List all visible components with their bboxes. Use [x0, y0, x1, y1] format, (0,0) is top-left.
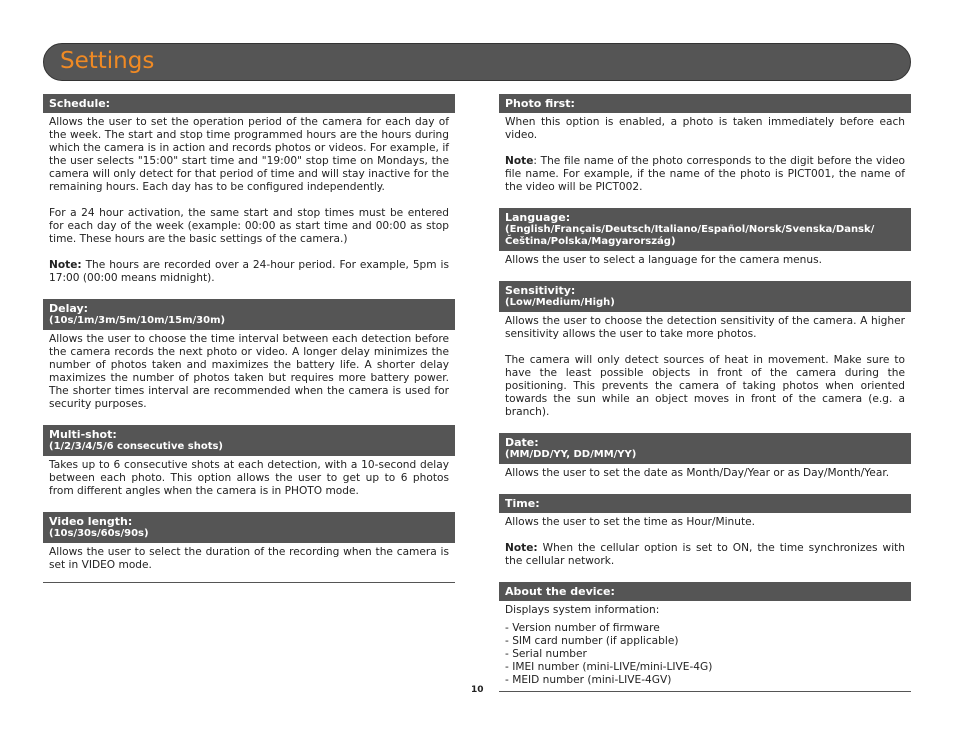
paragraph: Allows the user to set the time as Hour/Minute. [505, 516, 756, 528]
column-divider [499, 691, 911, 692]
section-title: Sensitivity: [505, 284, 576, 297]
section-header-date [499, 433, 911, 464]
section-header-language [499, 208, 911, 251]
paragraph: Allows the user to choose the time interval between each detection before the camera records the next photo or video. A longer delay minimizes the number of photos taken and maximizes the battery life. A shorter delay maximizes the number of photos taken but requires more battery power. The shorter times interval are recommended when the camera is used for security purposes. [49, 333, 449, 410]
section-date [499, 433, 911, 480]
section-body-language [499, 251, 911, 267]
paragraph: Displays system information: [505, 604, 660, 616]
page-title: Settings [60, 48, 155, 74]
section-about [499, 582, 911, 687]
section-schedule [43, 94, 455, 285]
section-title: Schedule: [49, 97, 111, 110]
section-body-multishot [43, 456, 455, 498]
note [505, 542, 905, 568]
note [505, 155, 905, 194]
paragraph: Allows the user to set the date as Month/Day/Year or as Day/Month/Year. [505, 467, 890, 479]
section-body-time [499, 513, 911, 568]
section-multishot [43, 425, 455, 498]
section-options: (MM/DD/YY, DD/MM/YY) [505, 449, 637, 460]
column-divider [43, 582, 455, 583]
section-video-length [43, 512, 455, 572]
section-header-time [499, 494, 911, 513]
section-options: (Low/Medium/High) [505, 297, 615, 308]
paragraph: When this option is enabled, a photo is taken immediately before each video. [505, 116, 905, 141]
list-item: - Serial number [505, 648, 587, 660]
section-title: Language: [505, 211, 571, 224]
paragraph: Allows the user to set the operation period of the camera for each day of the week. The start and stop time programmed hours are the hours during which the camera is in action and records photos or videos. For example, if the user selects "15:00" start time and "19:00" stop time on Mondays, the camera will only detect for that period of time and will stay inactive for the remaining hours. Each day has to be configured independently. [49, 116, 449, 193]
paragraph: The camera will only detect sources of heat in movement. Make sure to have the least possible objects in front of the camera during the positioning. This prevents the camera of taking photos when oriented towards the sun while an object moves in front of the camera (e.g. a branch). [505, 354, 905, 418]
note-label: Note: [49, 259, 82, 271]
list-item: - MEID number (mini-LIVE-4GV) [505, 674, 672, 686]
section-title: Time: [505, 497, 540, 510]
section-photo-first [499, 94, 911, 194]
note-label: Note [505, 155, 534, 167]
section-body-photo-first [499, 113, 911, 194]
section-sensitivity [499, 281, 911, 419]
section-body-video-length [43, 543, 455, 572]
section-header-delay [43, 299, 455, 330]
page-number: 10 [471, 685, 484, 695]
paragraph: Allows the user to select a language for the camera menus. [505, 254, 822, 266]
right-column [499, 94, 911, 692]
paragraph: Allows the user to choose the detection sensitivity of the camera. A higher sensitivity allows the user to take more photos. [505, 315, 905, 340]
info-list [505, 622, 905, 687]
note-text: : The file name of the photo corresponds to the digit before the video file name. For example, if the name of the photo is PICT001, the name of the video will be PICT002. [505, 155, 905, 193]
section-title: About the device: [505, 585, 615, 598]
paragraph: Allows the user to select the duration of the recording when the camera is set in VIDEO mode. [49, 546, 449, 571]
note [49, 259, 449, 285]
section-title: Photo first: [505, 97, 575, 110]
section-options: (10s/1m/3m/5m/10m/15m/30m) [49, 315, 226, 326]
section-title: Delay: [49, 302, 89, 315]
section-header-about [499, 582, 911, 601]
section-delay [43, 299, 455, 411]
note-text: The hours are recorded over a 24-hour period. For example, 5pm is 17:00 (00:00 means midnight). [49, 259, 449, 284]
section-header-sensitivity [499, 281, 911, 312]
section-body-about [499, 601, 911, 687]
list-item: - SIM card number (if applicable) [505, 635, 679, 647]
paragraph: For a 24 hour activation, the same start and stop times must be entered for each day of the week (example: 00:00 as start time and 00:00 as stop time. These hours are the basic settings of the camera.) [49, 207, 449, 245]
note-text: When the cellular option is set to ON, the time synchronizes with the cellular network. [505, 542, 905, 567]
section-header-video-length [43, 512, 455, 543]
list-item: - IMEI number (mini-LIVE/mini-LIVE-4G) [505, 661, 713, 673]
page-title-bar [43, 43, 911, 81]
paragraph: Takes up to 6 consecutive shots at each detection, with a 10-second delay between each photo. This option allows the user to get up to 6 photos from different angles when the camera is in PHOTO mode. [49, 459, 449, 497]
section-body-delay [43, 330, 455, 411]
section-options: (1/2/3/4/5/6 consecutive shots) [49, 441, 223, 452]
section-body-date [499, 464, 911, 480]
list-item: - Version number of firmware [505, 622, 660, 634]
section-body-schedule [43, 113, 455, 285]
section-title: Date: [505, 436, 539, 449]
note-label: Note: [505, 542, 538, 554]
section-options: (English/Français/Deutsch/Italiano/Español/Norsk/Svenska/Dansk/ Čeština/Polska/Magyarország) [505, 224, 875, 247]
section-title: Multi-shot: [49, 428, 117, 441]
section-header-multishot [43, 425, 455, 456]
section-header-schedule [43, 94, 455, 113]
section-body-sensitivity [499, 312, 911, 419]
left-column [43, 94, 455, 583]
section-header-photo-first [499, 94, 911, 113]
section-title: Video length: [49, 515, 133, 528]
section-time [499, 494, 911, 568]
section-language [499, 208, 911, 267]
section-options: (10s/30s/60s/90s) [49, 528, 149, 539]
